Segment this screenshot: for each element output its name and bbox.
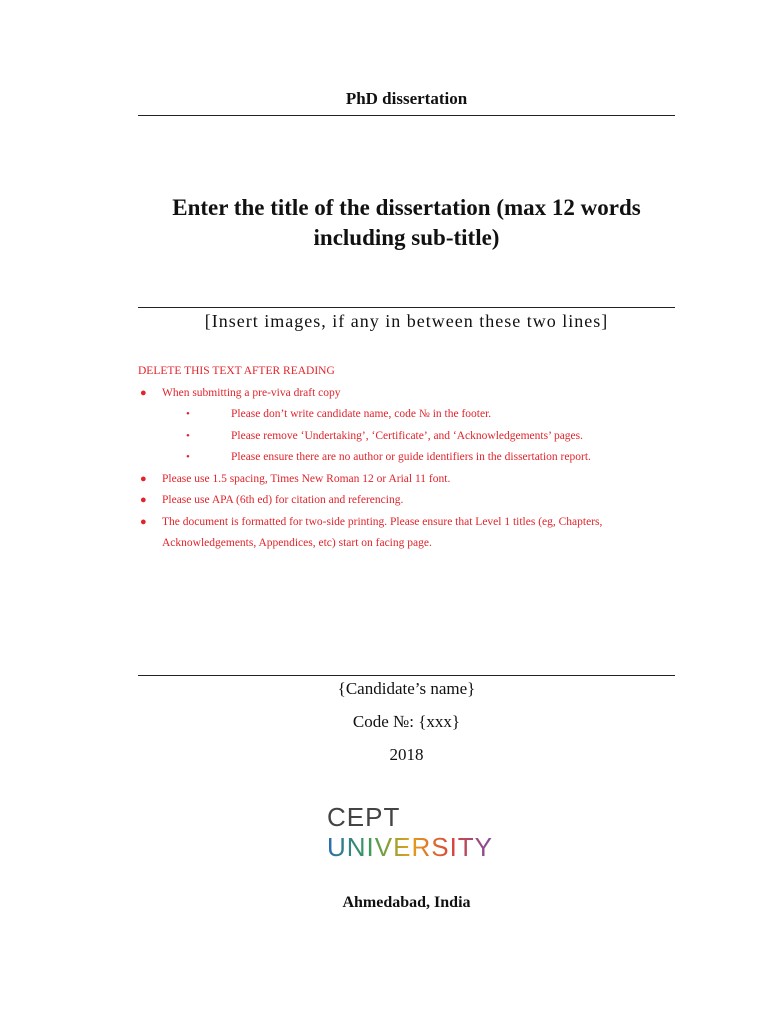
list-item: ● When submitting a pre-viva draft copy [138,383,678,405]
list-item: • Please ensure there are no author or guide identifiers in the dissertation report. [138,447,678,469]
cept-university-logo [327,801,497,863]
bullet-icon: ● [140,472,147,485]
bullet-icon: ● [140,494,147,506]
bullet-icon: • [186,451,190,463]
submission-year: 2018 [389,745,424,764]
dissertation-title [130,193,683,253]
list-item: • Please remove ‘Undertaking’, ‘Certificate’, and ‘Acknowledgements’ pages. [138,426,678,448]
document-type-heading: PhD dissertation [345,89,468,108]
images-placeholder: [Insert images, if any in between these two lines] [204,311,609,331]
candidate-code: Code №: {xxx} [352,712,461,731]
list-item: ● The document is formatted for two-side printing. Please ensure that Level 1 titles (eg, Chapters, Acknowledgements, Appendices, etc) start on facing page. [138,512,678,555]
title-line-2: including sub-title) [313,225,500,250]
logo-line-2: UNIVERSITY [327,832,494,862]
logo-line-1: CEPT [327,802,401,832]
location: Ahmedabad, India [342,894,471,911]
list-item: ● Please use 1.5 spacing, Times New Roman 12 or Arial 11 font. [138,469,678,491]
instructions-block [138,361,678,555]
list-item: • Please don’t write candidate name, code № in the footer. [138,404,678,426]
bullet-icon: • [186,408,190,420]
header-divider [138,115,675,116]
bullet-icon: ● [140,386,147,399]
instructions-heading: DELETE THIS TEXT AFTER READING [138,365,335,377]
bullet-icon: ● [140,515,147,528]
title-line-1: Enter the title of the dissertation (max 12 words [172,195,641,220]
bullet-icon: • [186,429,190,442]
candidate-name: {Candidate’s name} [337,679,476,698]
list-item: ● Please use APA (6th ed) for citation and referencing. [138,490,678,512]
instructions-list [138,383,678,555]
image-area-bottom-line [138,675,675,676]
image-area-top-line [138,307,675,308]
